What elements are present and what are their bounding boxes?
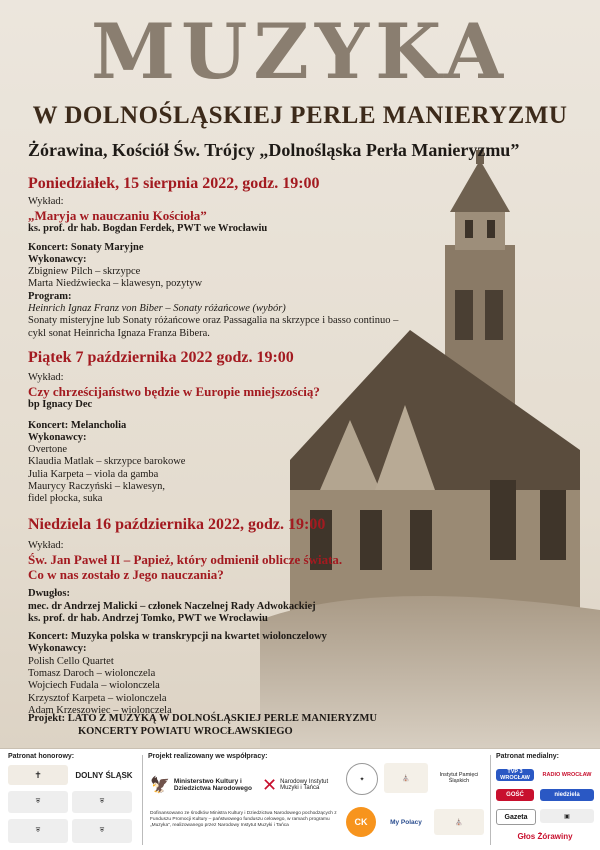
cooperation-label: Projekt realizowany we współpracy: bbox=[148, 753, 268, 760]
poster-subtitle: W DOLNOŚLĄSKIEJ PERLE MANIERYZMU bbox=[32, 102, 568, 129]
niedziela-logo: niedziela bbox=[540, 789, 594, 801]
event-3-concert: Koncert: Muzyka polska w transkrypcji na kwartet wiolonczelowy bbox=[28, 631, 327, 643]
ips-logo: Instytut Pamięci Śląskich bbox=[439, 772, 479, 784]
event-3-performer: Wojciech Fudala – wiolonczela bbox=[28, 680, 160, 692]
event-1-performer: Zbigniew Pilch – skrzypce bbox=[28, 266, 141, 278]
event-1-concert: Koncert: Sonaty Maryjne bbox=[28, 241, 144, 253]
media-patronage-label: Patronat medialny: bbox=[496, 753, 560, 760]
ministry-name: Ministerstwo Kultury i Dziedzictwa Narodowego bbox=[173, 778, 252, 792]
event-3-lecture-title: Co w nas zostało z Jego nauczania? bbox=[28, 567, 224, 583]
event-3-heading: Niedziela 16 października 2022, godz. 19:00 bbox=[28, 516, 326, 533]
divider bbox=[142, 755, 143, 845]
event-1-lecture-title: „Maryja w nauczaniu Kościoła” bbox=[28, 208, 207, 224]
archbishop-logo: ✝ bbox=[8, 765, 68, 785]
event-3-body bbox=[28, 540, 448, 717]
coat-of-arms-icon: ⛨ bbox=[72, 791, 132, 813]
event-1-program-line: Sonaty misteryjne lub Sonaty różańcowe oraz Passagalia na skrzypce i basso continuo – bbox=[28, 315, 399, 327]
coat-of-arms-icon: ⛨ bbox=[72, 819, 132, 843]
event-3-performer: Adam Krzeszowiec – wiolonczela bbox=[28, 704, 172, 716]
event-3-performers-label: Wykonawcy: bbox=[28, 643, 87, 655]
media-logo: ▣ bbox=[540, 809, 594, 823]
parish-logo: ⛪ bbox=[384, 763, 428, 793]
nimit-name: Narodowy Instytut Muzyki i Tańca bbox=[280, 779, 329, 791]
event-1-program-label: Program: bbox=[28, 290, 72, 302]
coat-of-arms-icon: ⛨ bbox=[8, 791, 68, 813]
event-2-performer: Julia Karpeta – viola da gamba bbox=[28, 468, 159, 480]
event-1-body bbox=[28, 196, 448, 340]
project-line-1: LATO Z MUZYKĄ W DOLNOŚLĄSKIEJ PERLE MANIERYZMU bbox=[67, 713, 377, 724]
event-1-performers-label: Wykonawcy: bbox=[28, 253, 87, 265]
event-1-lecturer: ks. prof. dr hab. Bogdan Ferdek, PWT we Wrocławiu bbox=[28, 223, 268, 235]
venue: Żórawina, Kościół Św. Trójcy „Dolnośląska Perła Manieryzmu” bbox=[28, 140, 520, 160]
gazeta-logo: Gazeta bbox=[496, 809, 536, 825]
event-2-performer: Klaudia Matlak – skrzypce barokowe bbox=[28, 456, 186, 468]
project-info bbox=[28, 712, 448, 738]
event-1-program-line: cykl sonat Heinricha Ignaza Franza Bibera. bbox=[28, 327, 210, 339]
nimit-mark-icon: ✕ bbox=[262, 774, 278, 795]
event-2-lecture-title: Czy chrześcijaństwo będzie w Europie mniejszością? bbox=[28, 384, 320, 400]
eagle-icon: 🦅 bbox=[150, 777, 170, 794]
divider bbox=[490, 755, 491, 845]
event-2-concert: Koncert: Melancholia bbox=[28, 419, 127, 431]
event-2-body bbox=[28, 372, 408, 506]
seal-icon: ✦ bbox=[346, 763, 378, 795]
radio-logo: RADIO WROCŁAW bbox=[540, 769, 594, 781]
parish-logo: ⛪ bbox=[434, 809, 484, 835]
funding-note: Dofinansowano ze środków Ministra Kultury i Dziedzictwa Narodowego pochodzących z Funduszu Promocji Kultury – państwowego funduszu celowego, w ramach programu „Muzyka”, realizowanego przez Narodowy Instytut Muzyki i Tańca bbox=[150, 811, 337, 828]
ck-logo: CK bbox=[346, 807, 376, 837]
event-3-speaker: mec. dr Andrzej Malicki – członek Naczelnej Rady Adwokackiej bbox=[28, 600, 316, 612]
event-1-heading: Poniedziałek, 15 sierpnia 2022, godz. 19:00 bbox=[28, 175, 320, 192]
poster-title: MUZYKA bbox=[90, 7, 510, 96]
event-2-heading: Piątek 7 października 2022 godz. 19:00 bbox=[28, 349, 294, 366]
nimit-logo bbox=[262, 765, 340, 805]
ministry-logo bbox=[150, 765, 258, 805]
event-2-performer: Overtone bbox=[28, 444, 68, 456]
event-3-performer: Tomasz Daroch – wiolonczela bbox=[28, 668, 156, 680]
dolny-slask-logo: DOLNY ŚLĄSK bbox=[72, 763, 136, 787]
project-label: Projekt: bbox=[28, 713, 66, 724]
event-2-lecturer: bp Ignacy Dec bbox=[28, 399, 93, 411]
event-1-program-italic: Heinrich Ignaz Franz von Biber – Sonaty różańcowe (wybór) bbox=[28, 303, 286, 315]
event-3-dialogue-label: Dwugłos: bbox=[28, 588, 71, 600]
my-polacy-logo: My Polacy bbox=[384, 809, 428, 835]
event-3-speaker: ks. prof. dr hab. Andrzej Tomko, PWT we Wrocławiu bbox=[28, 612, 268, 624]
event-1-performer: Marta Niedźwiecka – klawesyn, pozytyw bbox=[28, 278, 203, 290]
tvp3-logo: TVP 3 WROCŁAW bbox=[496, 769, 534, 781]
event-2-performer: fidel płocka, suka bbox=[28, 493, 103, 505]
event-3-performer: Polish Cello Quartet bbox=[28, 655, 114, 667]
glos-zorawiny-logo: Głos Żórawiny bbox=[517, 831, 573, 841]
honorary-patronage-label: Patronat honorowy: bbox=[8, 753, 75, 760]
event-2-performers-label: Wykonawcy: bbox=[28, 431, 87, 443]
event-1-lecture-label: Wykład: bbox=[28, 196, 64, 207]
event-3-performer: Krzysztof Karpeta – wiolonczela bbox=[28, 692, 167, 704]
event-3-lecture-label: Wykład: bbox=[28, 540, 64, 551]
gosc-logo: GOŚĆ bbox=[496, 789, 534, 801]
project-line-2: KONCERTY POWIATU WROCŁAWSKIEGO bbox=[78, 726, 293, 737]
event-3-lecture-title: Św. Jan Paweł II – Papież, który odmienił oblicze świata. bbox=[28, 552, 343, 568]
coat-of-arms-icon: ⛨ bbox=[8, 819, 68, 843]
sponsor-footer bbox=[0, 748, 600, 850]
event-2-performer: Maurycy Raczyński – klawesyn, bbox=[28, 481, 166, 493]
event-2-lecture-label: Wykład: bbox=[28, 372, 64, 383]
